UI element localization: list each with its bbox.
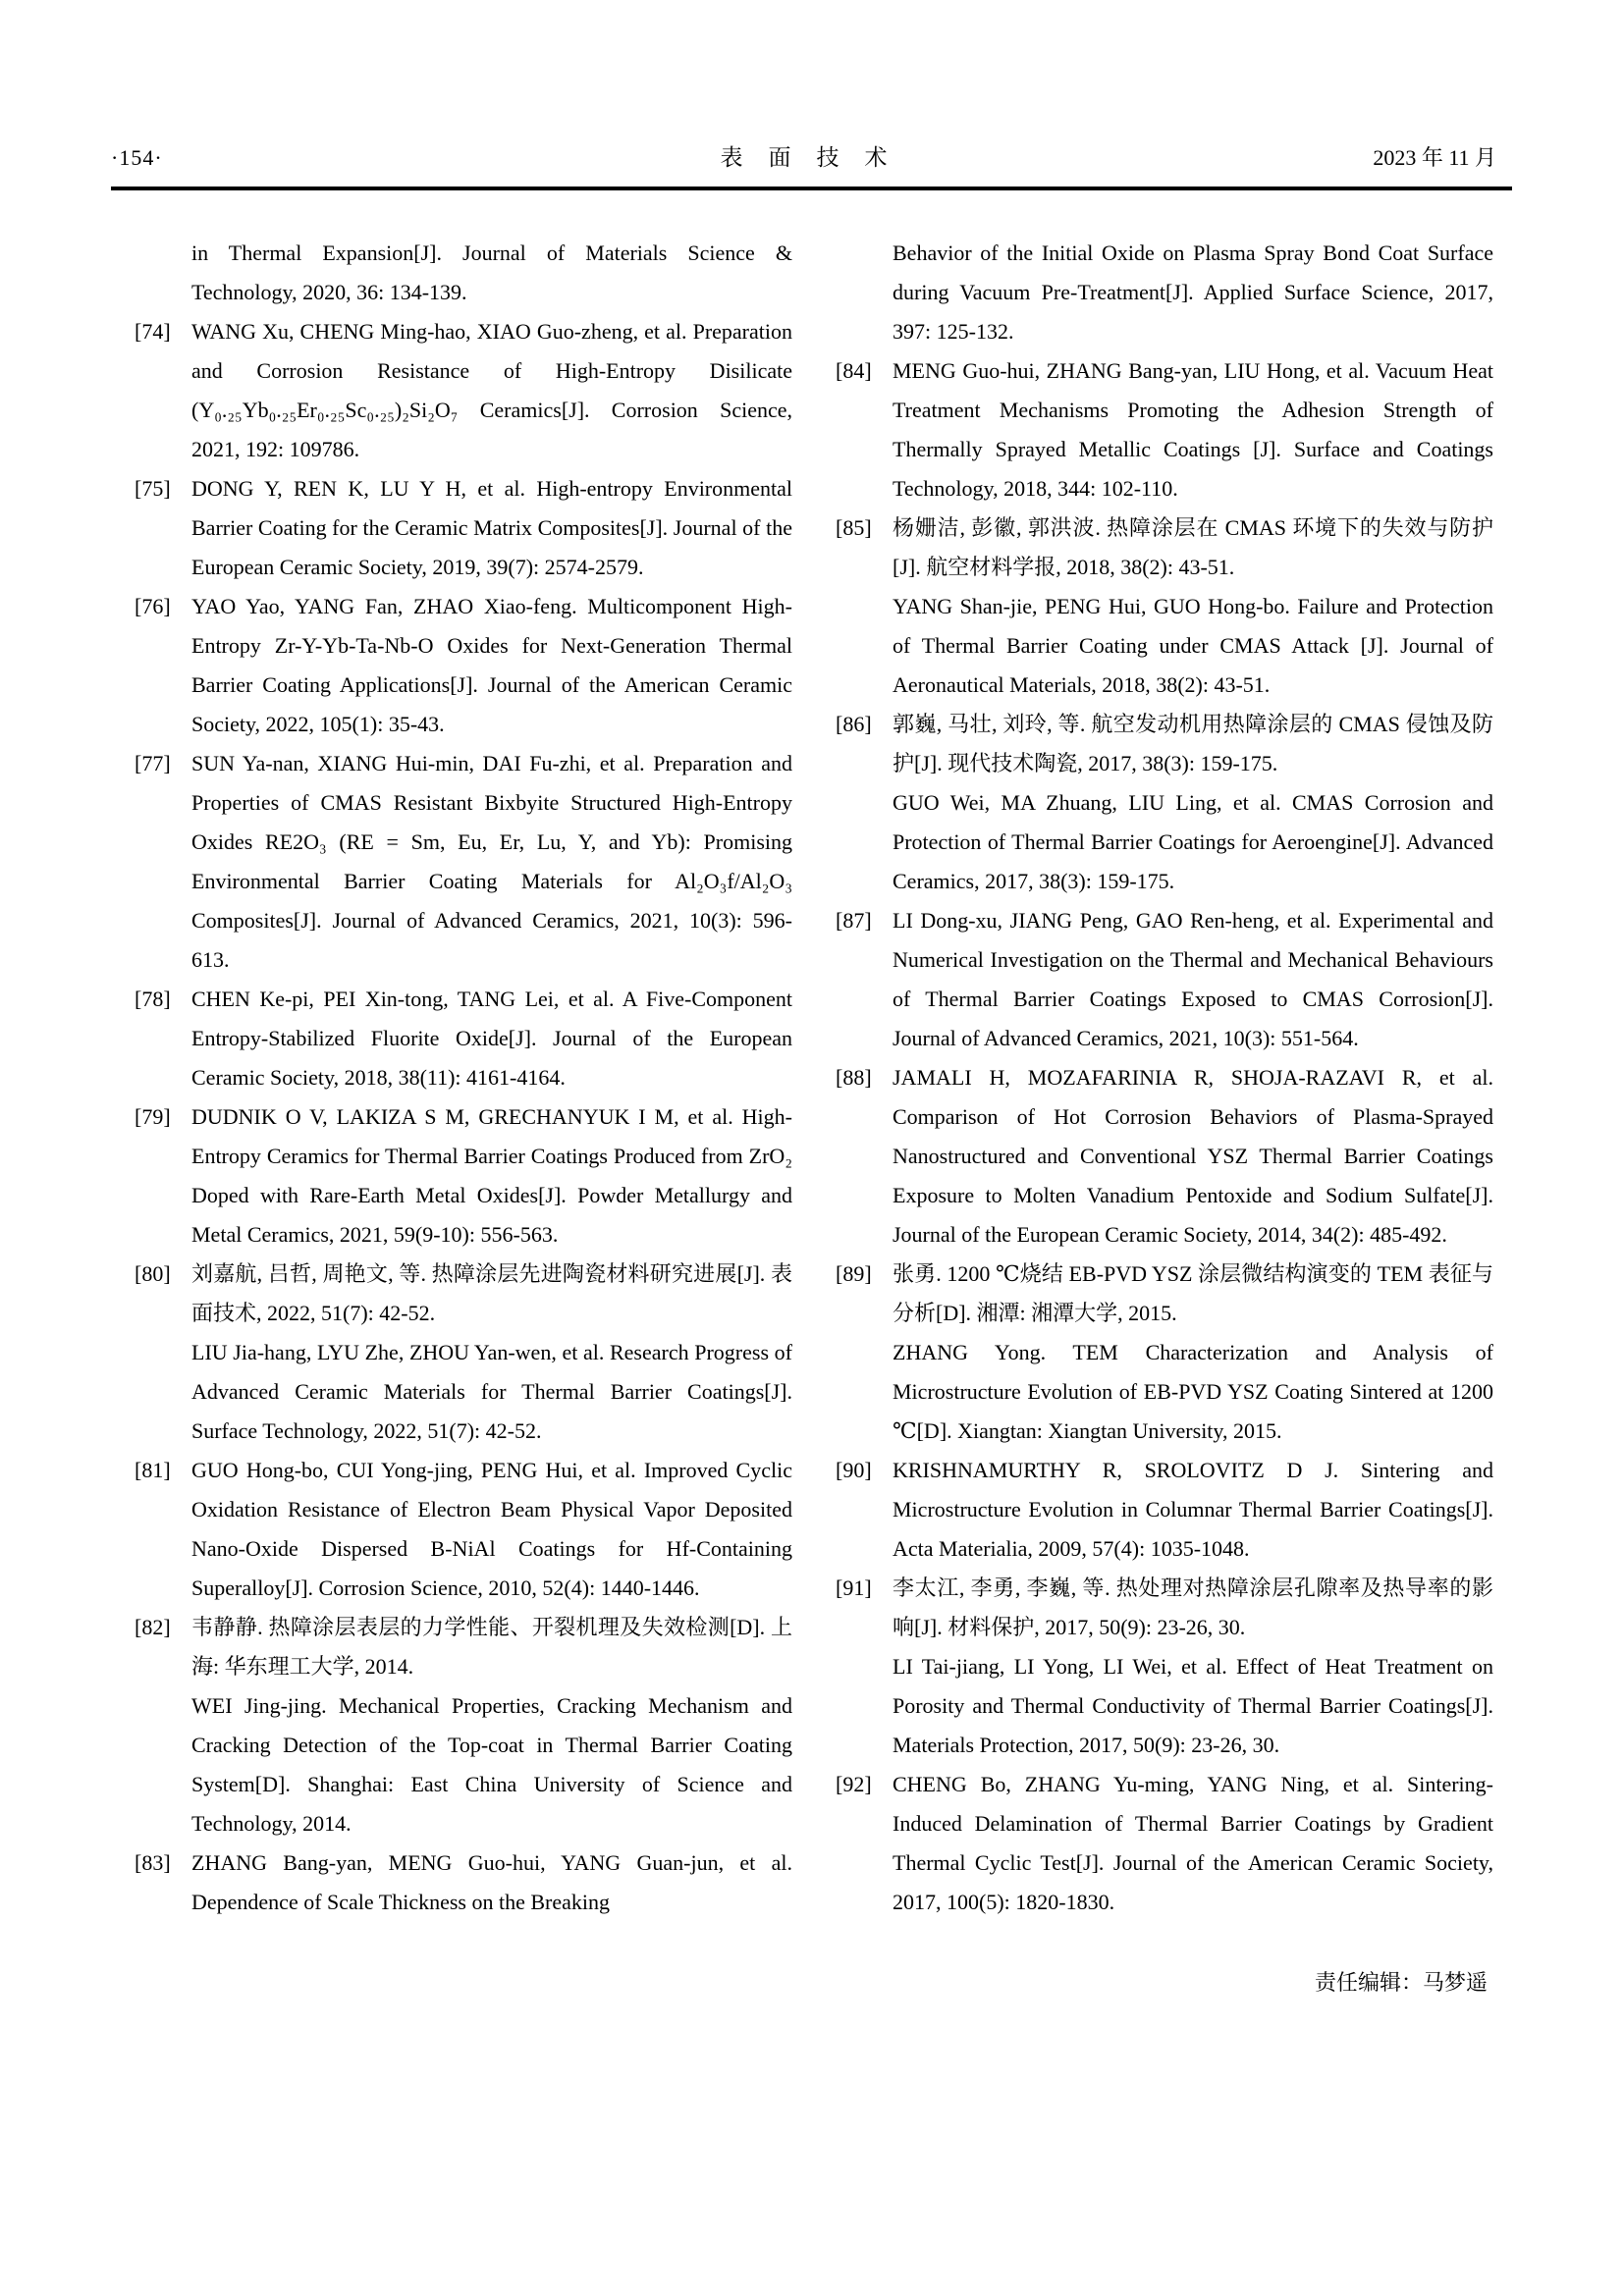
reference-text: DUDNIK O V, LAKIZA S M, GRECHANYUK I M, et al. High-Entropy Ceramics for Thermal Barrier Coatings Produced from ZrO₂ Doped with Rare-Earth Metal Oxides[J]. Powder Metallurgy and Metal Ceramics, 2021, 59(9-10): 556-563. [191, 1104, 792, 1247]
reference-entry [836, 508, 1493, 587]
right-column [836, 234, 1493, 2002]
reference-text: ZHANG Yong. TEM Characterization and Analysis of Microstructure Evolution of EB-PVD YSZ Coating Sintered at 1200 ℃[D]. Xiangtan: Xiangtan University, 2015. [893, 1340, 1493, 1443]
reference-text: WEI Jing-jing. Mechanical Properties, Cracking Mechanism and Cracking Detection of the Top-coat in Thermal Barrier Coating System[D]. Shanghai: East China University of Science and Technology, 2014. [191, 1693, 792, 1836]
reference-entry [135, 744, 792, 980]
reference-entry [836, 1569, 1493, 1647]
reference-number: [84] [836, 358, 872, 383]
reference-text: JAMALI H, MOZAFARINIA R, SHOJA-RAZAVI R, et al. Comparison of Hot Corrosion Behaviors of Plasma-Sprayed Nanostructured and Conventional YSZ Thermal Barrier Coatings Exposure to Molten Vanadium Pentoxide and Sodium Sulfate[J]. Journal of the European Ceramic Society, 2014, 34(2): 485-492. [893, 1065, 1493, 1247]
reference-text: LIU Jia-hang, LYU Zhe, ZHOU Yan-wen, et al. Research Progress of Advanced Ceramic Materials for Thermal Barrier Coatings[J]. Surface Technology, 2022, 51(7): 42-52. [191, 1340, 792, 1443]
reference-text: 李太江, 李勇, 李巍, 等. 热处理对热障涂层孔隙率及热导率的影响[J]. 材料保护, 2017, 50(9): 23-26, 30. [893, 1575, 1493, 1639]
reference-entry [836, 901, 1493, 1058]
reference-number: [74] [135, 319, 171, 344]
reference-text: 韦静静. 热障涂层表层的力学性能、开裂机理及失效检测[D]. 上海: 华东理工大学, 2014. [191, 1615, 792, 1679]
reference-entry [836, 1058, 1493, 1255]
reference-number: [79] [135, 1104, 171, 1129]
reference-entry [836, 1333, 1493, 1451]
reference-number: [85] [836, 515, 872, 540]
reference-number: [81] [135, 1458, 171, 1482]
reference-number: [76] [135, 594, 171, 618]
reference-entry [135, 312, 792, 469]
reference-text: Behavior of the Initial Oxide on Plasma Spray Bond Coat Surface during Vacuum Pre-Treatment[J]. Applied Surface Science, 2017, 397: 125-132. [893, 240, 1493, 344]
reference-text: GUO Hong-bo, CUI Yong-jing, PENG Hui, et al. Improved Cyclic Oxidation Resistance of Electron Beam Physical Vapor Deposited Nano-Oxide Dispersed B-NiAl Coatings for Hf-Containing Superalloy[J]. Corrosion Science, 2010, 52(4): 1440-1446. [191, 1458, 792, 1600]
reference-text: LI Tai-jiang, LI Yong, LI Wei, et al. Effect of Heat Treatment on Porosity and Thermal Conductivity of Thermal Barrier Coatings[J]. Materials Protection, 2017, 50(9): 23-26, 30. [893, 1654, 1493, 1757]
reference-text: MENG Guo-hui, ZHANG Bang-yan, LIU Hong, et al. Vacuum Heat Treatment Mechanisms Promoting the Adhesion Strength of Thermally Sprayed Metallic Coatings [J]. Surface and Coatings Technology, 2018, 344: 102-110. [893, 358, 1493, 501]
reference-entry [836, 234, 1493, 351]
reference-text: CHEN Ke-pi, PEI Xin-tong, TANG Lei, et al. A Five-Component Entropy-Stabilized Fluorite Oxide[J]. Journal of the European Ceramic Society, 2018, 38(11): 4161-4164. [191, 987, 792, 1090]
journal-title: 表面技术 [720, 145, 913, 170]
reference-entry [836, 1765, 1493, 1922]
reference-number: [80] [135, 1261, 171, 1286]
page-header [111, 145, 1496, 171]
reference-text: 刘嘉航, 吕哲, 周艳文, 等. 热障涂层先进陶瓷材料研究进展[J]. 表面技术, 2022, 51(7): 42-52. [191, 1261, 792, 1325]
reference-number: [86] [836, 712, 872, 736]
reference-entry [135, 469, 792, 587]
reference-entry [836, 783, 1493, 901]
references-section [135, 234, 1493, 2002]
reference-text: 杨姗洁, 彭徽, 郭洪波. 热障涂层在 CMAS 环境下的失效与防护[J]. 航空材料学报, 2018, 38(2): 43-51. [893, 515, 1493, 579]
reference-entry [836, 1451, 1493, 1569]
reference-entry [135, 1686, 792, 1843]
reference-entry [836, 351, 1493, 508]
reference-text: SUN Ya-nan, XIANG Hui-min, DAI Fu-zhi, et al. Preparation and Properties of CMAS Resistant Bixbyite Structured High-Entropy Oxides RE2O₃ (RE = Sm, Eu, Er, Lu, Y, and Yb): Promising Environmental Barrier Coating Materials for Al₂O₃f/Al₂O₃ Composites[J]. Journal of Advanced Ceramics, 2021, 10(3): 596-613. [191, 751, 792, 972]
reference-entry [135, 1843, 792, 1922]
right-column-references [836, 234, 1493, 1922]
reference-number: [88] [836, 1065, 872, 1090]
reference-number: [78] [135, 987, 171, 1011]
reference-entry [135, 587, 792, 744]
reference-text: YAO Yao, YANG Fan, ZHAO Xiao-feng. Multicomponent High-Entropy Zr-Y-Yb-Ta-Nb-O Oxides for Next-Generation Thermal Barrier Coating Applications[J]. Journal of the American Ceramic Society, 2022, 105(1): 35-43. [191, 594, 792, 736]
reference-text: 郭巍, 马壮, 刘玲, 等. 航空发动机用热障涂层的 CMAS 侵蚀及防护[J]. 现代技术陶瓷, 2017, 38(3): 159-175. [893, 712, 1493, 775]
reference-entry [836, 705, 1493, 783]
left-column [135, 234, 792, 2002]
page-number: ·154· [111, 145, 163, 170]
reference-number: [90] [836, 1458, 872, 1482]
reference-number: [91] [836, 1575, 872, 1600]
reference-number: [75] [135, 476, 171, 501]
reference-entry [135, 1608, 792, 1686]
reference-text: WANG Xu, CHENG Ming-hao, XIAO Guo-zheng, et al. Preparation and Corrosion Resistance of High-Entropy Disilicate (Y₀.₂₅Yb₀.₂₅Er₀.₂₅Sc₀.₂₅)₂Si₂O₇ Ceramics[J]. Corrosion Science, 2021, 192: 109786. [191, 319, 792, 461]
reference-text: CHENG Bo, ZHANG Yu-ming, YANG Ning, et al. Sintering-Induced Delamination of Thermal Barrier Coatings by Gradient Thermal Cyclic Test[J]. Journal of the American Ceramic Society, 2017, 100(5): 1820-1830. [893, 1772, 1493, 1914]
reference-number: [82] [135, 1615, 171, 1639]
reference-text: LI Dong-xu, JIANG Peng, GAO Ren-heng, et al. Experimental and Numerical Investigation on the Thermal and Mechanical Behaviours of Thermal Barrier Coatings Exposed to CMAS Corrosion[J]. Journal of Advanced Ceramics, 2021, 10(3): 551-564. [893, 908, 1493, 1050]
reference-text: YANG Shan-jie, PENG Hui, GUO Hong-bo. Failure and Protection of Thermal Barrier Coating under CMAS Attack [J]. Journal of Aeronautical Materials, 2018, 38(2): 43-51. [893, 594, 1493, 697]
issue-date: 2023 年 11 月 [1373, 145, 1496, 170]
reference-entry [836, 1647, 1493, 1765]
reference-entry [135, 1255, 792, 1333]
reference-text: DONG Y, REN K, LU Y H, et al. High-entropy Environmental Barrier Coating for the Ceramic Matrix Composites[J]. Journal of the European Ceramic Society, 2019, 39(7): 2574-2579. [191, 476, 792, 579]
reference-entry [836, 587, 1493, 705]
reference-number: [87] [836, 908, 872, 933]
reference-entry [135, 1097, 792, 1255]
header-rule [111, 187, 1512, 190]
reference-number: [92] [836, 1772, 872, 1796]
reference-number: [77] [135, 751, 171, 775]
reference-number: [83] [135, 1850, 171, 1875]
reference-text: KRISHNAMURTHY R, SROLOVITZ D J. Sintering and Microstructure Evolution in Columnar Thermal Barrier Coatings[J]. Acta Materialia, 2009, 57(4): 1035-1048. [893, 1458, 1493, 1561]
reference-entry [135, 234, 792, 312]
reference-entry [135, 1333, 792, 1451]
reference-text: in Thermal Expansion[J]. Journal of Materials Science & Technology, 2020, 36: 134-139. [191, 240, 792, 304]
reference-text: 张勇. 1200 ℃烧结 EB-PVD YSZ 涂层微结构演变的 TEM 表征与分析[D]. 湘潭: 湘潭大学, 2015. [893, 1261, 1493, 1325]
reference-text: ZHANG Bang-yan, MENG Guo-hui, YANG Guan-jun, et al. Dependence of Scale Thickness on the Breaking [191, 1850, 792, 1914]
editor-note: 责任编辑：马梦遥 [1314, 1970, 1488, 1995]
reference-text: GUO Wei, MA Zhuang, LIU Ling, et al. CMAS Corrosion and Protection of Thermal Barrier Coatings for Aeroengine[J]. Advanced Ceramics, 2017, 38(3): 159-175. [893, 790, 1493, 893]
reference-entry [135, 980, 792, 1097]
reference-entry [135, 1451, 792, 1608]
reference-entry [836, 1255, 1493, 1333]
reference-number: [89] [836, 1261, 872, 1286]
